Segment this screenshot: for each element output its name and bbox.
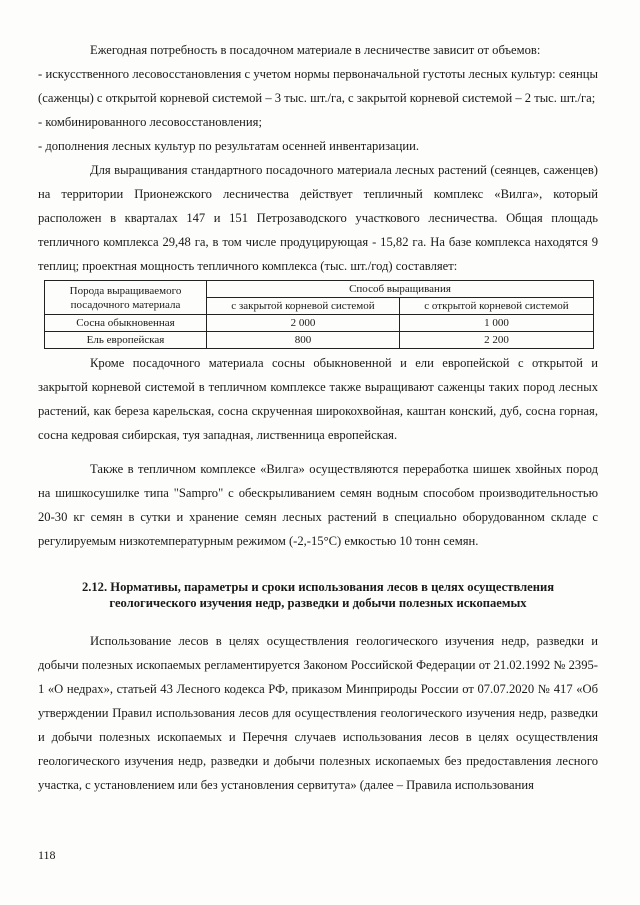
table-cell-species: Сосна обыкновенная [45,315,207,332]
list-item-supplement: - дополнения лесных культур по результатам осенней инвентаризации. [38,139,419,153]
table-header-method: Способ выращивания [207,281,594,298]
paragraph-nursery: Для выращивания стандартного посадочного материала лесных растений (сеянцев, саженцев) на территории Прионежского лесничества действует тепличный комплекс «Вилга», который расположен в кварталах 147 и 151 Петрозаводского участкового лесничества. Общая площадь тепличного комплекса 29,48 га, в том числе продуцирующая - 15,82 га. На базе комплекса находятся 9 теплиц; проектная мощность тепличного комплекса (тыс. шт./год) составляет: [38,163,598,273]
section-heading-line1: 2.12. Нормативы, параметры и сроки использования лесов в целях осуществления [81,580,555,594]
section-heading [38,579,598,611]
table-header-species: Порода выращиваемого посадочного материала [45,281,207,315]
paragraph-seed-processing: Также в тепличном комплексе «Вилга» осуществляются переработка шишек хвойных пород на шишкосушилке типа "Sampro" с обескрыливанием семян водным способом производительностью 20-30 кг семян в сутки и хранение семян лесных растений в специально оборудованном складе с регулируемым низкотемпературным режимом (-2,-15°С) емкостью 10 тонн семян. [38,462,598,548]
page-content [38,38,598,797]
list-item-artificial: - искусственного лесовосстановления с учетом нормы первоначальной густоты лесных культур: сеянцы (саженцы) с открытой корневой системой – 3 тыс. шт./га, с закрытой корневой системой – 2 тыс. шт./га; [38,67,598,105]
paragraph-geology: Использование лесов в целях осуществления геологического изучения недр, разведки и добычи полезных ископаемых регламентируется Законом Российской Федерации от 21.02.1992 № 2395-1 «О недрах», статьей 43 Лесного кодекса РФ, приказом Минприроды России от 07.07.2020 № 417 «Об утверждении Правил использования лесов для осуществления геологического изучения недр, разведки и добычи полезных ископаемых и Перечня случаев использования лесов в целях осуществления геологического изучения недр, разведки и добычи полезных ископаемых без предоставления лесного участка, с установлением или без установления сервитута» (далее – Правила использования [38,634,598,792]
table-row [45,332,594,349]
table-cell-closed: 2 000 [207,315,400,332]
table-header-row [45,281,594,298]
paragraph-other-species: Кроме посадочного материала сосны обыкновенной и ели европейской с открытой и закрытой корневой системой в тепличном комплексе также выращивают саженцы таких пород лесных растений, как береза карельская, сосна скрученная широкохвойная, каштан конский, дуб, сосна горная, сосна кедровая сибирская, туя западная, лиственница европейская. [38,356,598,442]
capacity-table [44,280,594,349]
table-header-open: с открытой корневой системой [399,298,593,315]
section-heading-line2: геологического изучения недр, разведки и добычи полезных ископаемых [109,596,527,610]
table-cell-species: Ель европейская [45,332,207,349]
list-item-combined: - комбинированного лесовосстановления; [38,115,262,129]
table-cell-open: 1 000 [399,315,593,332]
table-row [45,315,594,332]
table-cell-open: 2 200 [399,332,593,349]
table-header-closed: с закрытой корневой системой [207,298,400,315]
table-cell-closed: 800 [207,332,400,349]
page-number: 118 [38,848,56,862]
paragraph-intro: Ежегодная потребность в посадочном материале в лесничестве зависит от объемов: [90,43,541,57]
